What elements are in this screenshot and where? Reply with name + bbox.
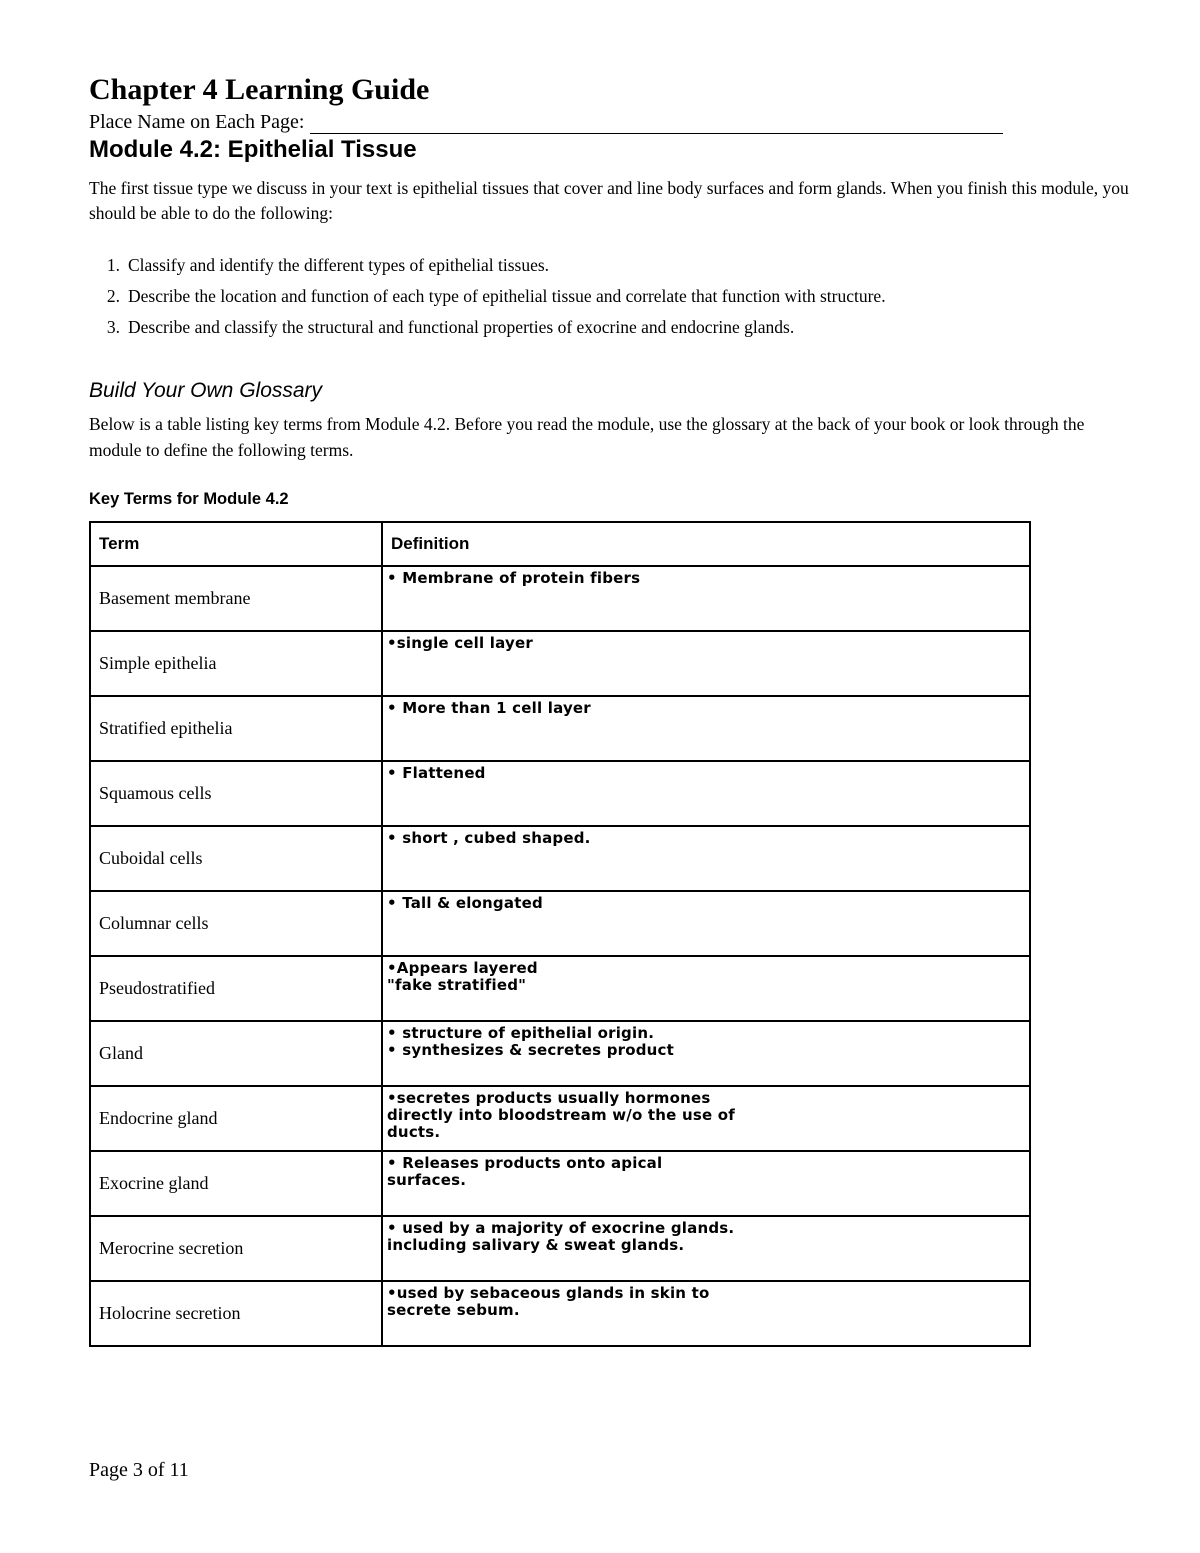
term-cell: Merocrine secretion [90, 1216, 382, 1281]
table-row [90, 696, 1030, 761]
table-caption: Key Terms for Module 4.2 [89, 490, 289, 508]
table-row [90, 826, 1030, 891]
name-label: Place Name on Each Page: [89, 111, 305, 133]
term-cell: Simple epithelia [90, 631, 382, 696]
definition-cell[interactable]: • Releases products onto apical surfaces. [382, 1151, 1030, 1216]
table-row [90, 1281, 1030, 1346]
term-cell: Basement membrane [90, 566, 382, 631]
definition-cell[interactable]: • Flattened [382, 761, 1030, 826]
table-row [90, 566, 1030, 631]
table-row [90, 1021, 1030, 1086]
glossary-title: Build Your Own Glossary [89, 379, 323, 402]
page-number: Page 3 of 11 [89, 1459, 189, 1481]
table-row [90, 1151, 1030, 1216]
module-title: Module 4.2: Epithelial Tissue [89, 136, 417, 163]
term-cell: Cuboidal cells [90, 826, 382, 891]
objective-text: Describe the location and function of each type of epithelial tissue and correlate that function with structure. [128, 286, 886, 306]
objective-item [89, 284, 886, 315]
objective-text: Classify and identify the different types of epithelial tissues. [128, 255, 550, 275]
definition-cell[interactable]: • More than 1 cell layer [382, 696, 1030, 761]
objective-item [89, 315, 886, 346]
table-row [90, 1216, 1030, 1281]
table-row [90, 956, 1030, 1021]
definition-cell[interactable]: •used by sebaceous glands in skin to secrete sebum. [382, 1281, 1030, 1346]
definition-column-header: Definition [382, 522, 1030, 566]
objective-text: Describe and classify the structural and functional properties of exocrine and endocrine glands. [128, 317, 795, 337]
objective-item [89, 253, 886, 284]
definition-cell[interactable]: • used by a majority of exocrine glands. including salivary & sweat glands. [382, 1216, 1030, 1281]
term-cell: Squamous cells [90, 761, 382, 826]
table-row [90, 1086, 1030, 1151]
term-cell: Exocrine gland [90, 1151, 382, 1216]
definition-cell[interactable]: •single cell layer [382, 631, 1030, 696]
term-cell: Stratified epithelia [90, 696, 382, 761]
objective-number: 3. [106, 317, 120, 337]
term-cell: Endocrine gland [90, 1086, 382, 1151]
term-column-header: Term [90, 522, 382, 566]
name-line [89, 110, 1003, 134]
table-row [90, 891, 1030, 956]
definition-cell[interactable]: •secretes products usually hormones directly into bloodstream w/o the use of ducts. [382, 1086, 1030, 1151]
key-terms-table [89, 521, 1031, 1347]
module-intro: The first tissue type we discuss in your text is epithelial tissues that cover and line body surfaces and form glands. When you finish this module, you should be able to do the following: [89, 178, 1129, 223]
term-cell: Pseudostratified [90, 956, 382, 1021]
definition-cell[interactable]: • short , cubed shaped. [382, 826, 1030, 891]
definition-cell[interactable]: •Appears layered "fake stratified" [382, 956, 1030, 1021]
definition-cell[interactable]: • structure of epithelial origin. • synthesizes & secretes product [382, 1021, 1030, 1086]
table-row [90, 761, 1030, 826]
definition-cell[interactable]: • Membrane of protein fibers [382, 566, 1030, 631]
document-title: Chapter 4 Learning Guide [89, 73, 430, 106]
name-blank-field[interactable] [310, 113, 1003, 134]
glossary-instructions: Below is a table listing key terms from Module 4.2. Before you read the module, use the glossary at the back of your book or look through the module to define the following terms. [89, 414, 1085, 460]
objective-number: 1. [106, 255, 120, 275]
definition-cell[interactable]: • Tall & elongated [382, 891, 1030, 956]
objectives-list [89, 253, 886, 346]
term-cell: Columnar cells [90, 891, 382, 956]
term-cell: Holocrine secretion [90, 1281, 382, 1346]
table-header-row [90, 522, 1030, 566]
term-cell: Gland [90, 1021, 382, 1086]
objective-number: 2. [106, 286, 120, 306]
table-row [90, 631, 1030, 696]
